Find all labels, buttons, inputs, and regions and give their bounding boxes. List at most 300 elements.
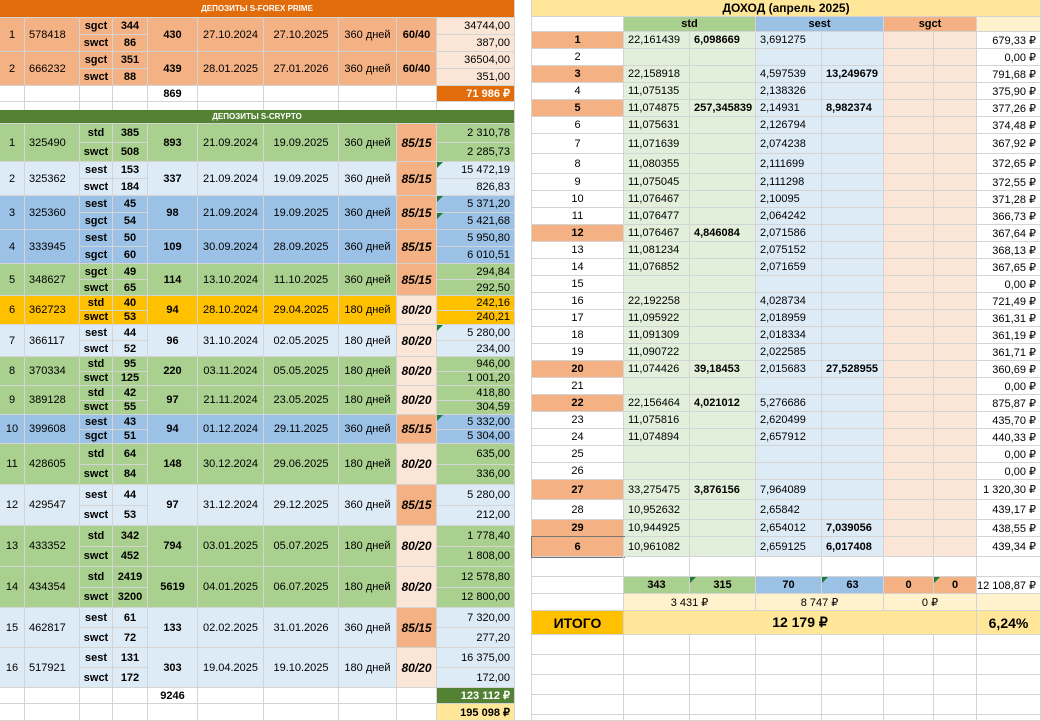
- sgct-income[interactable]: [884, 446, 934, 463]
- empty-cell[interactable]: [690, 695, 756, 715]
- deposit-total[interactable]: 794: [148, 526, 198, 567]
- amount[interactable]: 5 280,00: [437, 485, 515, 506]
- token-amount[interactable]: 65: [113, 280, 148, 296]
- ratio[interactable]: 85/15: [397, 162, 437, 196]
- token-amount[interactable]: 53: [113, 311, 148, 326]
- header-sest[interactable]: sest: [756, 17, 884, 32]
- start-date[interactable]: 04.01.2025: [198, 567, 264, 608]
- token-type[interactable]: swct: [80, 69, 113, 86]
- sgct-income[interactable]: [884, 49, 934, 66]
- std-bonus[interactable]: [690, 174, 756, 191]
- sgct-bonus[interactable]: [934, 83, 977, 100]
- token-amount[interactable]: 49: [113, 264, 148, 280]
- empty-cell[interactable]: [113, 86, 148, 102]
- empty-cell[interactable]: [822, 675, 884, 695]
- token-amount[interactable]: 40: [113, 296, 148, 311]
- day-total[interactable]: 1 320,30 ₽: [977, 480, 1041, 500]
- std-income[interactable]: 11,075045: [624, 174, 690, 191]
- amount[interactable]: 15 472,19: [437, 162, 515, 179]
- deposit-total[interactable]: 893: [148, 124, 198, 162]
- day-number[interactable]: 1: [532, 32, 624, 49]
- day-total[interactable]: 361,31 ₽: [977, 310, 1041, 327]
- amount[interactable]: 212,00: [437, 506, 515, 527]
- amount[interactable]: 12 800,00: [437, 588, 515, 609]
- term[interactable]: 360 дней: [339, 230, 397, 264]
- token-amount[interactable]: 385: [113, 124, 148, 143]
- sgct-bonus[interactable]: [934, 480, 977, 500]
- sgct-bonus[interactable]: [934, 100, 977, 117]
- term[interactable]: 360 дней: [339, 608, 397, 648]
- sgct-bonus[interactable]: [934, 310, 977, 327]
- std-bonus[interactable]: [690, 242, 756, 259]
- day-number[interactable]: 25: [532, 446, 624, 463]
- end-date[interactable]: 02.05.2025: [264, 325, 339, 357]
- token-amount[interactable]: 52: [113, 341, 148, 357]
- empty-cell[interactable]: [532, 715, 624, 721]
- empty-cell[interactable]: [532, 577, 624, 594]
- token-type[interactable]: sest: [80, 230, 113, 247]
- empty-cell[interactable]: [934, 557, 977, 577]
- deposit-number[interactable]: 6: [0, 296, 25, 325]
- empty-cell[interactable]: [198, 688, 264, 704]
- empty-cell[interactable]: [822, 655, 884, 675]
- std-bonus[interactable]: 4,846084: [690, 225, 756, 242]
- sgct-bonus[interactable]: [934, 412, 977, 429]
- sgct-income[interactable]: [884, 242, 934, 259]
- sgct-bonus[interactable]: [934, 225, 977, 242]
- term[interactable]: 360 дней: [339, 162, 397, 196]
- empty-cell[interactable]: [977, 695, 1041, 715]
- token-type[interactable]: sgct: [80, 264, 113, 280]
- std-bonus[interactable]: [690, 208, 756, 225]
- day-total[interactable]: 372,55 ₽: [977, 174, 1041, 191]
- ratio[interactable]: 60/40: [397, 18, 437, 52]
- term[interactable]: 360 дней: [339, 18, 397, 52]
- token-type[interactable]: sgct: [80, 52, 113, 69]
- token-amount[interactable]: 2419: [113, 567, 148, 588]
- day-number[interactable]: 15: [532, 276, 624, 293]
- sgct-income[interactable]: [884, 378, 934, 395]
- sest-income[interactable]: [756, 49, 822, 66]
- amount[interactable]: 5 950,80: [437, 230, 515, 247]
- token-type[interactable]: sest: [80, 415, 113, 430]
- ratio[interactable]: 80/20: [397, 648, 437, 688]
- sest-income[interactable]: [756, 446, 822, 463]
- empty-cell[interactable]: [532, 635, 624, 655]
- std-income[interactable]: 11,076467: [624, 191, 690, 208]
- sest-bonus[interactable]: [822, 293, 884, 310]
- empty-cell[interactable]: [977, 655, 1041, 675]
- token-amount[interactable]: 61: [113, 608, 148, 628]
- ratio[interactable]: 85/15: [397, 264, 437, 296]
- sest-bonus[interactable]: [822, 134, 884, 154]
- deposit-total[interactable]: 133: [148, 608, 198, 648]
- empty-cell[interactable]: [198, 704, 264, 721]
- start-date[interactable]: 31.10.2024: [198, 325, 264, 357]
- token-type[interactable]: swct: [80, 628, 113, 648]
- std-income-sum[interactable]: 343: [624, 577, 690, 594]
- empty-cell[interactable]: [934, 695, 977, 715]
- sgct-income[interactable]: [884, 259, 934, 276]
- end-date[interactable]: 06.07.2025: [264, 567, 339, 608]
- token-amount[interactable]: 88: [113, 69, 148, 86]
- sgct-income[interactable]: [884, 134, 934, 154]
- sest-bonus[interactable]: [822, 83, 884, 100]
- std-bonus[interactable]: [690, 293, 756, 310]
- std-bonus[interactable]: [690, 429, 756, 446]
- token-type[interactable]: sgct: [80, 18, 113, 35]
- std-income[interactable]: 11,074894: [624, 429, 690, 446]
- day-number[interactable]: 13: [532, 242, 624, 259]
- std-bonus[interactable]: 4,021012: [690, 395, 756, 412]
- deposit-number[interactable]: 9: [0, 386, 25, 415]
- empty-cell[interactable]: [397, 704, 437, 721]
- day-number[interactable]: 20: [532, 361, 624, 378]
- std-bonus[interactable]: [690, 66, 756, 83]
- std-income[interactable]: 11,075816: [624, 412, 690, 429]
- deposit-number[interactable]: 14: [0, 567, 25, 608]
- empty-cell[interactable]: [934, 635, 977, 655]
- sest-income[interactable]: 2,659125: [756, 537, 822, 557]
- empty-cell[interactable]: [264, 688, 339, 704]
- empty-cell[interactable]: [756, 695, 822, 715]
- end-date[interactable]: 19.09.2025: [264, 196, 339, 230]
- sgct-income[interactable]: [884, 293, 934, 310]
- sgct-bonus-sum[interactable]: 0: [934, 577, 977, 594]
- sest-income[interactable]: 2,018334: [756, 327, 822, 344]
- token-amount[interactable]: 60: [113, 247, 148, 264]
- deposit-number[interactable]: 2: [0, 52, 25, 86]
- deposit-total[interactable]: 97: [148, 485, 198, 526]
- day-number[interactable]: 2: [532, 49, 624, 66]
- ratio[interactable]: 60/40: [397, 52, 437, 86]
- day-number[interactable]: 28: [532, 500, 624, 520]
- term[interactable]: 360 дней: [339, 485, 397, 526]
- empty-cell[interactable]: [532, 557, 624, 577]
- end-date[interactable]: 19.10.2025: [264, 648, 339, 688]
- token-amount[interactable]: 508: [113, 143, 148, 162]
- day-number[interactable]: 26: [532, 463, 624, 480]
- sgct-income[interactable]: [884, 83, 934, 100]
- day-number[interactable]: 24: [532, 429, 624, 446]
- sest-income[interactable]: 2,657912: [756, 429, 822, 446]
- deposit-total[interactable]: 439: [148, 52, 198, 86]
- std-bonus[interactable]: [690, 83, 756, 100]
- token-type[interactable]: swct: [80, 35, 113, 52]
- sest-bonus[interactable]: [822, 378, 884, 395]
- token-type[interactable]: std: [80, 567, 113, 588]
- sest-income[interactable]: 2,10095: [756, 191, 822, 208]
- start-date[interactable]: 03.11.2024: [198, 357, 264, 386]
- empty-cell[interactable]: [113, 704, 148, 721]
- day-number[interactable]: 29: [532, 520, 624, 537]
- day-total[interactable]: 371,28 ₽: [977, 191, 1041, 208]
- std-bonus[interactable]: [690, 327, 756, 344]
- empty-cell[interactable]: [0, 688, 25, 704]
- end-date[interactable]: 29.11.2025: [264, 415, 339, 444]
- sgct-bonus[interactable]: [934, 500, 977, 520]
- std-income[interactable]: 22,156464: [624, 395, 690, 412]
- deposit-id[interactable]: 578418: [25, 18, 80, 52]
- deposit-number[interactable]: 10: [0, 415, 25, 444]
- empty-cell[interactable]: [977, 594, 1041, 611]
- sest-income[interactable]: 2,015683: [756, 361, 822, 378]
- start-date[interactable]: 31.12.2024: [198, 485, 264, 526]
- ratio[interactable]: 80/20: [397, 526, 437, 567]
- std-bonus[interactable]: 6,098669: [690, 32, 756, 49]
- token-type[interactable]: std: [80, 444, 113, 465]
- grand-total-amount[interactable]: 195 098 ₽: [437, 704, 515, 721]
- empty-cell[interactable]: [0, 86, 25, 102]
- end-date[interactable]: 27.10.2025: [264, 18, 339, 52]
- token-type[interactable]: sest: [80, 648, 113, 668]
- deposit-number[interactable]: 13: [0, 526, 25, 567]
- amount[interactable]: 304,59: [437, 401, 515, 416]
- std-income[interactable]: 11,081234: [624, 242, 690, 259]
- amount[interactable]: 16 375,00: [437, 648, 515, 668]
- std-bonus[interactable]: [690, 134, 756, 154]
- sest-income[interactable]: 7,964089: [756, 480, 822, 500]
- sest-income[interactable]: 2,022585: [756, 344, 822, 361]
- sgct-bonus[interactable]: [934, 276, 977, 293]
- month-income-sum[interactable]: 12 108,87 ₽: [977, 577, 1041, 594]
- sest-bonus[interactable]: 6,017408: [822, 537, 884, 557]
- sgct-income[interactable]: [884, 117, 934, 134]
- empty-column[interactable]: [515, 0, 532, 721]
- token-type[interactable]: swct: [80, 179, 113, 196]
- deposit-number[interactable]: 2: [0, 162, 25, 196]
- sgct-bonus[interactable]: [934, 154, 977, 174]
- start-date[interactable]: 21.09.2024: [198, 162, 264, 196]
- empty-cell[interactable]: [884, 655, 934, 675]
- deposit-total[interactable]: 337: [148, 162, 198, 196]
- end-date[interactable]: 11.10.2025: [264, 264, 339, 296]
- amount[interactable]: 826,83: [437, 179, 515, 196]
- empty-cell[interactable]: [884, 557, 934, 577]
- empty-cell[interactable]: [977, 715, 1041, 721]
- sest-income[interactable]: 2,14931: [756, 100, 822, 117]
- sest-bonus[interactable]: [822, 259, 884, 276]
- sgct-income[interactable]: [884, 520, 934, 537]
- sest-bonus[interactable]: [822, 395, 884, 412]
- ratio[interactable]: 80/20: [397, 444, 437, 485]
- end-date[interactable]: 19.09.2025: [264, 124, 339, 162]
- ratio[interactable]: 80/20: [397, 567, 437, 608]
- term[interactable]: 180 дней: [339, 444, 397, 485]
- term[interactable]: 360 дней: [339, 124, 397, 162]
- sest-income[interactable]: [756, 463, 822, 480]
- day-total[interactable]: 361,71 ₽: [977, 344, 1041, 361]
- day-total[interactable]: 375,90 ₽: [977, 83, 1041, 100]
- deposit-total[interactable]: 94: [148, 296, 198, 325]
- token-type[interactable]: sest: [80, 196, 113, 213]
- std-income[interactable]: 10,952632: [624, 500, 690, 520]
- term[interactable]: 180 дней: [339, 526, 397, 567]
- forex-sum-amount[interactable]: 71 986 ₽: [437, 86, 515, 102]
- std-income[interactable]: 22,158918: [624, 66, 690, 83]
- day-total[interactable]: 435,70 ₽: [977, 412, 1041, 429]
- std-bonus[interactable]: [690, 49, 756, 66]
- sgct-bonus[interactable]: [934, 463, 977, 480]
- token-amount[interactable]: 50: [113, 230, 148, 247]
- std-bonus[interactable]: 39,18453: [690, 361, 756, 378]
- deposit-id[interactable]: 333945: [25, 230, 80, 264]
- sest-income[interactable]: 2,071659: [756, 259, 822, 276]
- day-number[interactable]: 10: [532, 191, 624, 208]
- sgct-income[interactable]: [884, 537, 934, 557]
- sgct-subtotal[interactable]: 0 ₽: [884, 594, 977, 611]
- sgct-income[interactable]: [884, 429, 934, 446]
- sest-income[interactable]: 2,126794: [756, 117, 822, 134]
- std-income[interactable]: 11,076477: [624, 208, 690, 225]
- sest-bonus[interactable]: 13,249679: [822, 66, 884, 83]
- day-total[interactable]: 438,55 ₽: [977, 520, 1041, 537]
- token-amount[interactable]: 54: [113, 213, 148, 230]
- term[interactable]: 180 дней: [339, 357, 397, 386]
- token-amount[interactable]: 172: [113, 668, 148, 688]
- term[interactable]: 180 дней: [339, 296, 397, 325]
- day-number[interactable]: 12: [532, 225, 624, 242]
- total-percent[interactable]: 6,24%: [977, 611, 1041, 635]
- sgct-bonus[interactable]: [934, 344, 977, 361]
- token-amount[interactable]: 42: [113, 386, 148, 401]
- sgct-income[interactable]: [884, 225, 934, 242]
- sest-income[interactable]: 2,138326: [756, 83, 822, 100]
- std-bonus[interactable]: [690, 520, 756, 537]
- amount[interactable]: 5 421,68: [437, 213, 515, 230]
- std-income[interactable]: 33,275475: [624, 480, 690, 500]
- token-amount[interactable]: 184: [113, 179, 148, 196]
- token-amount[interactable]: 125: [113, 372, 148, 387]
- empty-cell[interactable]: [25, 704, 80, 721]
- sgct-bonus[interactable]: [934, 174, 977, 191]
- sgct-bonus[interactable]: [934, 66, 977, 83]
- token-type[interactable]: swct: [80, 341, 113, 357]
- sgct-bonus[interactable]: [934, 429, 977, 446]
- empty-cell[interactable]: [756, 635, 822, 655]
- empty-cell[interactable]: [532, 655, 624, 675]
- sgct-bonus[interactable]: [934, 259, 977, 276]
- amount[interactable]: 12 578,80: [437, 567, 515, 588]
- amount[interactable]: 1 001,20: [437, 372, 515, 387]
- amount[interactable]: 351,00: [437, 69, 515, 86]
- empty-cell[interactable]: [884, 715, 934, 721]
- sgct-income[interactable]: [884, 310, 934, 327]
- day-number[interactable]: 16: [532, 293, 624, 310]
- ratio[interactable]: 85/15: [397, 485, 437, 526]
- day-total[interactable]: 0,00 ₽: [977, 463, 1041, 480]
- token-type[interactable]: sgct: [80, 213, 113, 230]
- sest-bonus[interactable]: [822, 429, 884, 446]
- empty-cell[interactable]: [532, 17, 624, 32]
- amount[interactable]: 5 332,00: [437, 415, 515, 430]
- deposit-number[interactable]: 11: [0, 444, 25, 485]
- day-total[interactable]: 439,17 ₽: [977, 500, 1041, 520]
- token-amount[interactable]: 131: [113, 648, 148, 668]
- token-type[interactable]: std: [80, 296, 113, 311]
- ratio[interactable]: 80/20: [397, 386, 437, 415]
- deposit-total[interactable]: 430: [148, 18, 198, 52]
- amount[interactable]: 7 320,00: [437, 608, 515, 628]
- std-income[interactable]: 11,075631: [624, 117, 690, 134]
- std-subtotal[interactable]: 3 431 ₽: [624, 594, 756, 611]
- end-date[interactable]: 05.07.2025: [264, 526, 339, 567]
- empty-cell[interactable]: [264, 704, 339, 721]
- ratio[interactable]: 80/20: [397, 296, 437, 325]
- sgct-bonus[interactable]: [934, 32, 977, 49]
- sgct-income[interactable]: [884, 154, 934, 174]
- end-date[interactable]: 23.05.2025: [264, 386, 339, 415]
- day-number[interactable]: 11: [532, 208, 624, 225]
- day-number[interactable]: 8: [532, 154, 624, 174]
- token-type[interactable]: sest: [80, 608, 113, 628]
- sgct-income[interactable]: [884, 174, 934, 191]
- day-number[interactable]: 6: [532, 117, 624, 134]
- std-bonus[interactable]: [690, 117, 756, 134]
- amount[interactable]: 240,21: [437, 311, 515, 326]
- std-bonus[interactable]: [690, 412, 756, 429]
- sgct-income[interactable]: [884, 100, 934, 117]
- day-number[interactable]: 23: [532, 412, 624, 429]
- token-amount[interactable]: 95: [113, 357, 148, 372]
- empty-cell[interactable]: [113, 688, 148, 704]
- sgct-income[interactable]: [884, 500, 934, 520]
- day-total[interactable]: 367,92 ₽: [977, 134, 1041, 154]
- empty-cell[interactable]: [397, 688, 437, 704]
- sest-bonus[interactable]: 8,982374: [822, 100, 884, 117]
- std-income[interactable]: 22,161439: [624, 32, 690, 49]
- std-bonus[interactable]: [690, 537, 756, 557]
- end-date[interactable]: 29.12.2025: [264, 485, 339, 526]
- empty-cell[interactable]: [532, 594, 624, 611]
- start-date[interactable]: 21.11.2024: [198, 386, 264, 415]
- end-date[interactable]: 19.09.2025: [264, 162, 339, 196]
- sest-bonus[interactable]: [822, 242, 884, 259]
- token-type[interactable]: swct: [80, 588, 113, 609]
- empty-cell[interactable]: [397, 86, 437, 102]
- empty-cell[interactable]: [884, 635, 934, 655]
- day-number[interactable]: 5: [532, 100, 624, 117]
- sest-income[interactable]: 2,071586: [756, 225, 822, 242]
- term[interactable]: 180 дней: [339, 648, 397, 688]
- empty-cell[interactable]: [690, 655, 756, 675]
- std-bonus[interactable]: [690, 446, 756, 463]
- day-number[interactable]: 3: [532, 66, 624, 83]
- day-total[interactable]: 679,33 ₽: [977, 32, 1041, 49]
- token-type[interactable]: std: [80, 526, 113, 547]
- std-bonus[interactable]: [690, 259, 756, 276]
- amount[interactable]: 234,00: [437, 341, 515, 357]
- start-date[interactable]: 21.09.2024: [198, 196, 264, 230]
- std-income[interactable]: 11,076852: [624, 259, 690, 276]
- std-income[interactable]: 11,076467: [624, 225, 690, 242]
- empty-cell[interactable]: [264, 86, 339, 102]
- sest-bonus[interactable]: [822, 412, 884, 429]
- token-amount[interactable]: 351: [113, 52, 148, 69]
- empty-cell[interactable]: [756, 675, 822, 695]
- std-bonus[interactable]: [690, 276, 756, 293]
- day-number[interactable]: 14: [532, 259, 624, 276]
- sgct-bonus[interactable]: [934, 293, 977, 310]
- sgct-bonus[interactable]: [934, 208, 977, 225]
- token-amount[interactable]: 86: [113, 35, 148, 52]
- deposit-id[interactable]: 325360: [25, 196, 80, 230]
- token-amount[interactable]: 44: [113, 325, 148, 341]
- deposit-total[interactable]: 109: [148, 230, 198, 264]
- term[interactable]: 360 дней: [339, 415, 397, 444]
- sest-income[interactable]: 3,691275: [756, 32, 822, 49]
- start-date[interactable]: 28.10.2024: [198, 296, 264, 325]
